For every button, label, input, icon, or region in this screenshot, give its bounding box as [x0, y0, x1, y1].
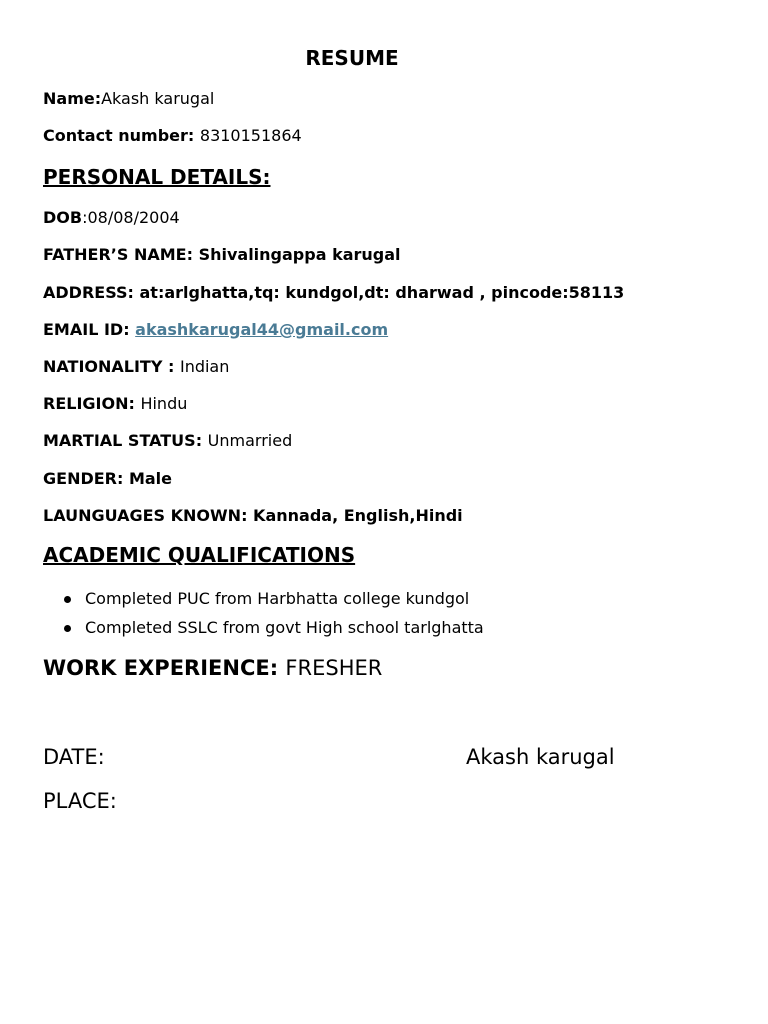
contact-value: 8310151864 — [199, 126, 302, 145]
gender-label: GENDER: — [43, 469, 129, 488]
nationality-row — [43, 357, 229, 377]
dob-row — [43, 208, 180, 228]
academic-list — [43, 588, 484, 646]
languages-label: LAUNGUAGES KNOWN: — [43, 506, 254, 525]
work-experience-row — [43, 655, 382, 681]
gender-row — [43, 469, 172, 489]
contact-label: Contact number: — [43, 126, 200, 145]
bullet-icon — [64, 596, 71, 603]
academic-item-text: Completed PUC from Harbhatta college kundgol — [85, 589, 470, 608]
name-value: Akash karugal — [101, 89, 215, 108]
religion-label: RELIGION: — [43, 394, 141, 413]
languages-value: Kannada, English,Hindi — [253, 506, 463, 525]
marital-status-row — [43, 431, 292, 451]
date-label: DATE: — [43, 745, 105, 769]
marital-status-label: MARTIAL STATUS: — [43, 431, 208, 450]
religion-value: Hindu — [140, 394, 188, 413]
dob-value: :08/08/2004 — [82, 208, 180, 227]
languages-row — [43, 506, 463, 526]
email-row — [43, 320, 388, 340]
religion-row — [43, 394, 187, 414]
gender-value: Male — [128, 469, 173, 488]
marital-status-value: Unmarried — [207, 431, 293, 450]
nationality-value: Indian — [179, 357, 230, 376]
academic-qualifications-heading: ACADEMIC QUALIFICATIONS — [43, 543, 356, 567]
place-label: PLACE: — [43, 789, 117, 813]
father-name-value: Shivalingappa karugal — [198, 245, 401, 264]
name-row — [43, 89, 214, 109]
address-row — [43, 283, 624, 303]
list-item — [43, 617, 484, 646]
nationality-label: NATIONALITY : — [43, 357, 180, 376]
work-experience-value: FRESHER — [285, 656, 383, 680]
bullet-icon — [64, 625, 71, 632]
list-item — [43, 588, 484, 617]
dob-label: DOB — [43, 208, 83, 227]
work-experience-label: WORK EXPERIENCE: — [43, 656, 286, 680]
address-label: ADDRESS: — [43, 283, 140, 302]
name-label: Name: — [43, 89, 102, 108]
father-name-row — [43, 245, 401, 265]
signature-name: Akash karugal — [466, 745, 615, 769]
contact-row — [43, 126, 302, 146]
document-title: RESUME — [305, 46, 399, 70]
father-name-label: FATHER’S NAME: — [43, 245, 199, 264]
email-link[interactable]: akashkarugal44@gmail.com — [135, 320, 389, 339]
address-value: at:arlghatta,tq: kundgol,dt: dharwad , pincode:58113 — [139, 283, 625, 302]
personal-details-heading: PERSONAL DETAILS: — [43, 165, 271, 189]
email-label: EMAIL ID: — [43, 320, 136, 339]
academic-item-text: Completed SSLC from govt High school tarlghatta — [85, 618, 484, 637]
